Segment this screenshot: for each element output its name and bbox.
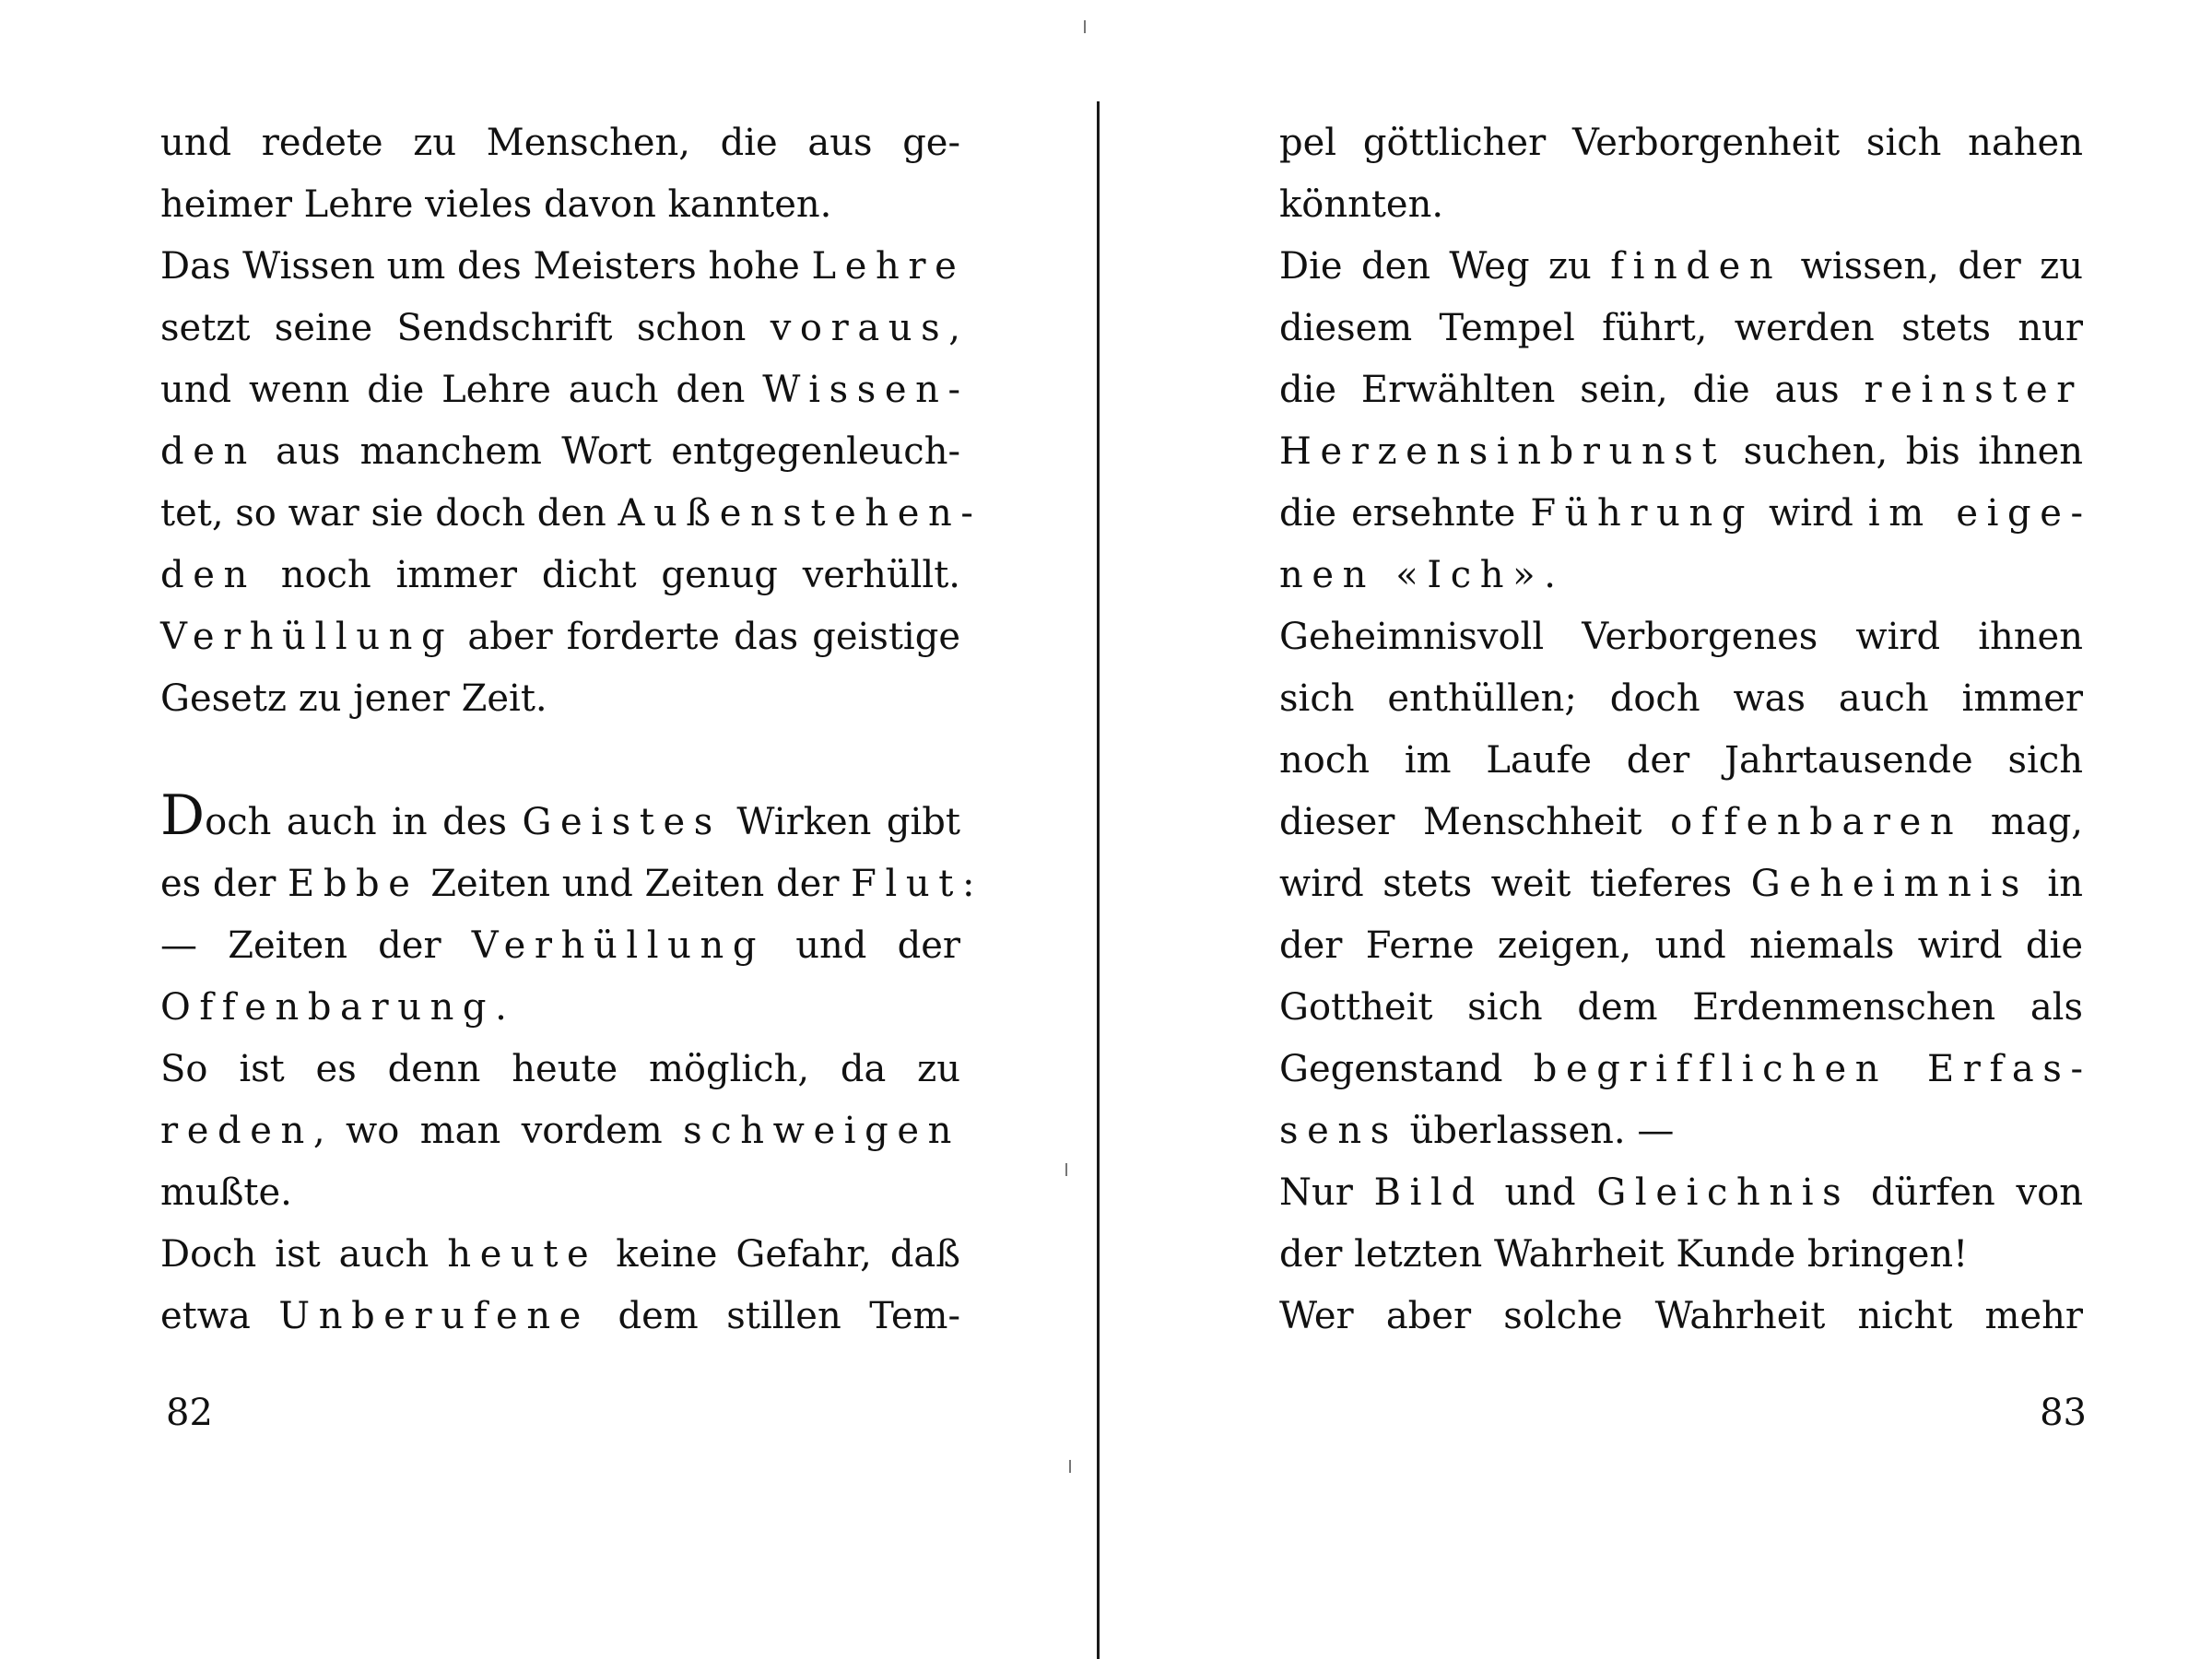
scan-speck-top [1084,20,1086,33]
text-run: wissen, der zu [1782,245,2083,288]
text-run: So ist es denn heute möglich, da zu [160,1048,960,1090]
text-line [160,545,960,606]
text-run: - [2070,492,2083,535]
spaced-emphasis: den [160,554,256,596]
text-run: Zeiten und Zeiten der [418,863,852,905]
spaced-emphasis: Verhüllung [160,616,454,658]
spaced-emphasis: Ebbe [288,863,419,905]
spaced-emphasis: Lehre [811,245,966,288]
text-line [160,236,966,298]
text-run: aber forderte das geistige [453,616,960,658]
text-line [1279,853,2083,915]
text-run: könnten. [1279,183,1444,226]
text-line [1279,421,2083,483]
text-run: och auch in des [205,801,523,843]
text-run: heimer Lehre vieles davon kannten. [160,183,832,226]
spaced-emphasis: Flut [851,863,962,905]
text-line [1279,298,2083,359]
text-line [160,853,975,915]
text-run: aus manchem Wort entgegenleuch- [255,430,960,473]
text-run: Das Wissen um des Meisters hohe [160,245,812,288]
text-run: dürfen von [1850,1171,2083,1214]
spaced-emphasis: Verhüllung [471,924,766,967]
text-line [1279,236,2083,298]
text-run: es der [160,863,288,905]
scan-speck-middle [1065,1163,1067,1176]
text-line [160,1039,960,1100]
spaced-emphasis: den [160,430,256,473]
spaced-emphasis: Geistes [522,801,722,843]
text-run: suchen, bis ihnen [1725,430,2083,473]
spaced-emphasis: sens [1279,1110,1398,1152]
spaced-emphasis: im eige [1867,492,2071,535]
text-run: der Ferne zeigen, und niemals wird die [1279,924,2083,967]
text-run: und der [765,924,960,967]
text-run: . [495,986,507,1029]
text-line [1279,730,2083,792]
spaced-emphasis: Führung [1530,492,1755,535]
text-run: und redete zu Menschen, die aus ge- [160,122,960,164]
text-run: und [1483,1171,1597,1214]
spaced-emphasis: Geheimnis [1750,863,2029,905]
text-line [160,1100,960,1162]
spaced-emphasis: reden [160,1110,313,1152]
text-run: , wo man vordem [312,1110,684,1152]
spaced-emphasis: Bild [1373,1171,1484,1214]
text-line [1279,792,2083,853]
text-line [1279,1286,2083,1347]
text-run: in [2028,863,2083,905]
text-line [160,359,960,421]
spaced-emphasis: voraus [770,307,949,349]
text-line [1279,112,2083,174]
text-run: und wenn die Lehre auch den [160,369,763,411]
text-run: - [947,369,960,411]
spaced-emphasis: Wissen [762,369,948,411]
text-run: Gesetz zu jener Zeit. [160,677,547,720]
text-run: dieser Menschheit [1279,801,1671,843]
text-run: — Zeiten der [160,924,472,967]
spaced-emphasis: Gleichnis [1596,1171,1851,1214]
text-line [1279,915,2083,977]
text-run: : [961,863,975,905]
text-run: noch im Laufe der Jahrtausende sich [1279,739,2083,782]
text-run: - [960,492,973,535]
text-line [1279,606,2083,668]
text-run: Geheimnisvoll Verborgenes wird ihnen [1279,616,2083,658]
text-run: mußte. [160,1171,292,1214]
right-page-number: 83 [2040,1392,2087,1434]
right-page [1106,0,2212,1659]
text-run: wird stets weit tieferes [1279,863,1751,905]
text-line [1279,977,2083,1039]
text-run: Wer aber solche Wahrheit nicht mehr [1279,1295,2083,1337]
text-run: tet, so war sie doch den [160,492,618,535]
text-run: . [1544,554,1556,596]
text-run: sich enthüllen; doch was auch immer [1279,677,2083,720]
spaced-emphasis: heute [447,1233,598,1276]
right-page-text [1279,112,2083,1347]
text-line [160,421,960,483]
text-line [160,783,960,853]
spaced-emphasis: offenbaren [1670,801,1963,843]
text-line [160,1224,960,1286]
text-run: Gottheit sich dem Erdenmenschen als [1279,986,2083,1029]
spaced-emphasis: Offenbarung [160,986,496,1029]
text-line [1279,1100,2083,1162]
text-line [160,174,960,236]
text-run: - [2070,1048,2083,1090]
spaced-emphasis: Herzensinbrunst [1279,430,1726,473]
text-line [160,298,960,359]
text-run: Nur [1279,1171,1374,1214]
text-line [160,977,960,1039]
text-line [160,483,973,545]
text-line [160,112,960,174]
text-line [1279,545,2083,606]
spaced-emphasis: Unberufene [278,1295,590,1337]
text-line [1279,668,2083,730]
text-run: mag, [1962,801,2084,843]
text-run: die ersehnte [1279,492,1531,535]
text-line [160,915,960,977]
text-line [160,668,960,730]
text-run: , [948,307,960,349]
spaced-emphasis: nen «Ich» [1279,554,1545,596]
scan-speck-bottom [1069,1460,1071,1473]
text-run: etwa [160,1295,279,1337]
text-run: Die den Weg zu [1279,245,1611,288]
text-run: der letzten Wahrheit Kunde bringen! [1279,1233,1969,1276]
text-run: diesem Tempel führt, werden stets nur [1279,307,2083,349]
spaced-emphasis: begrifflichen Erfas [1533,1048,2071,1090]
spaced-emphasis: finden [1610,245,1783,288]
text-run: pel göttlicher Verborgenheit sich nahen [1279,122,2083,164]
text-line [1279,359,2083,421]
spaced-emphasis: Außenstehen [618,492,961,535]
text-line [1279,483,2083,545]
text-run: dem stillen Tem- [589,1295,960,1337]
text-run: noch immer dicht genug verhüllt. [255,554,960,596]
text-line [1279,174,2083,236]
text-run: die Erwählten sein, die aus [1279,369,1865,411]
book-gutter-line [1097,101,1100,1659]
text-run: Wirken gibt [721,801,960,843]
left-page-number: 82 [166,1392,213,1434]
spaced-emphasis: schweigen [683,1110,960,1152]
initial-capital: D [160,783,206,848]
text-run: keine Gefahr, daß [597,1233,960,1276]
left-page-text [160,112,975,1347]
text-run: Gegenstand [1279,1048,1534,1090]
text-line [160,606,960,668]
spaced-emphasis: reinster [1864,369,2083,411]
paragraph-gap [160,730,960,792]
text-line [160,1286,960,1347]
text-line [1279,1224,2083,1286]
text-run: wird [1754,492,1868,535]
text-line [1279,1039,2083,1100]
text-run: Doch ist auch [160,1233,448,1276]
text-line [1279,1162,2083,1224]
left-page [0,0,1088,1659]
text-run: setzt seine Sendschrift schon [160,307,771,349]
text-run: überlassen. — [1397,1110,1675,1152]
text-line [160,1162,960,1224]
